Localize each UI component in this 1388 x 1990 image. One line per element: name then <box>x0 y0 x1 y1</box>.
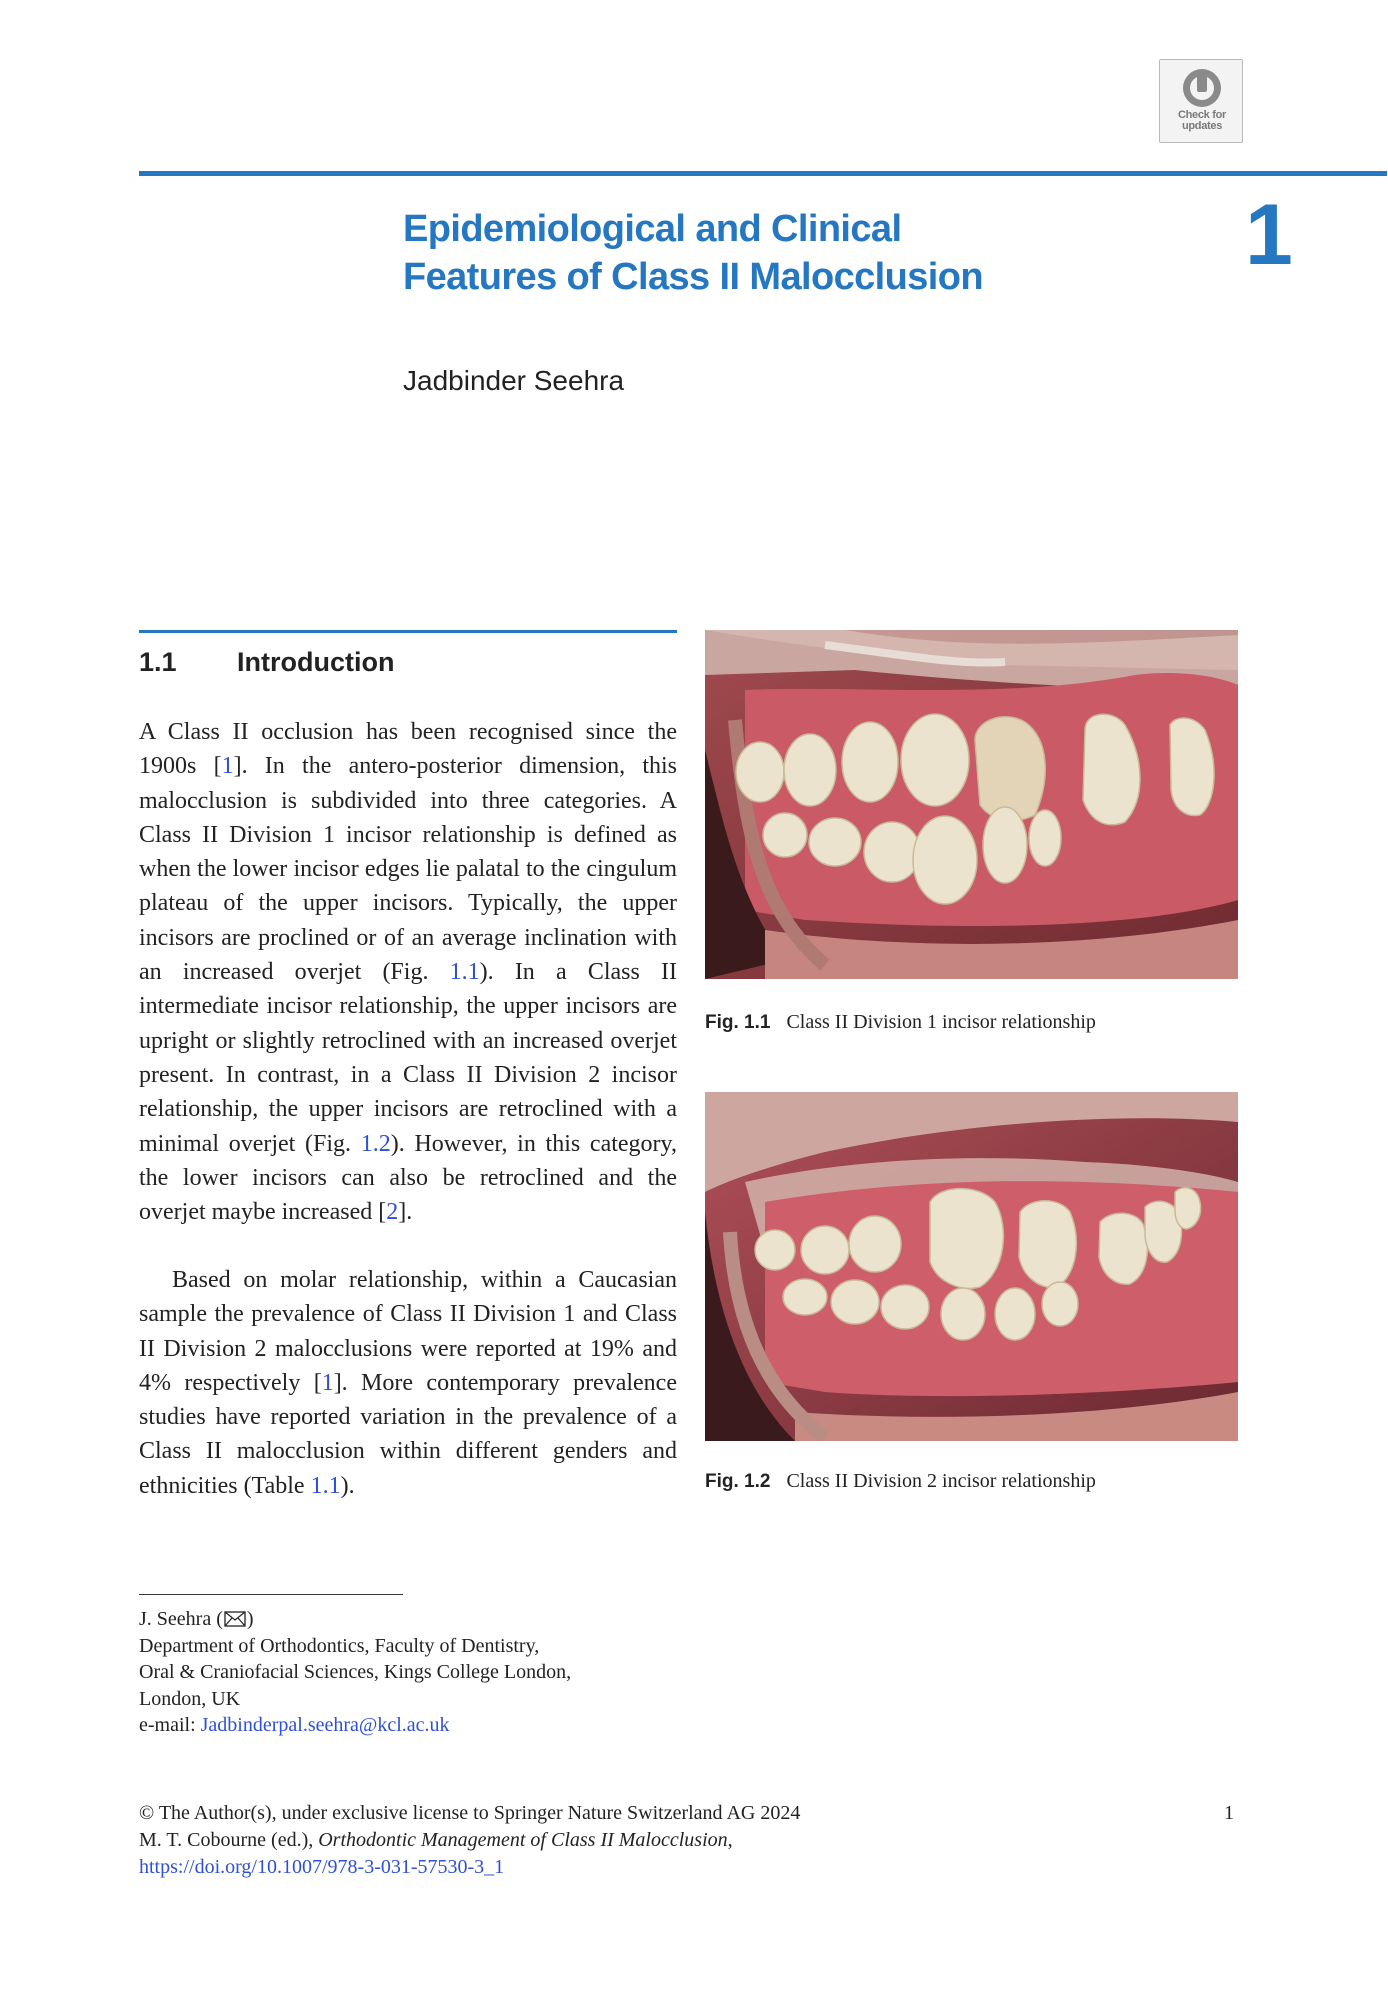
chapter-title <box>403 205 1103 301</box>
figure-caption-text: Class II Division 2 incisor relationship <box>786 1470 1096 1492</box>
footnote-rule <box>139 1594 403 1595</box>
author-affiliation-footnote <box>139 1606 699 1739</box>
book-title: Orthodontic Management of Class II Malocclusion <box>318 1829 728 1851</box>
chapter-title-line2: Features of Class II Malocclusion <box>403 256 983 298</box>
chapter-top-rule <box>139 171 1387 176</box>
table-link[interactable]: 1.1 <box>310 1472 341 1499</box>
footnote-institution: Oral & Craniofacial Sciences, Kings College London, <box>139 1661 572 1683</box>
text-run: ]. More contemporary prevalence studies have reported variation in the prevalence of a Class II malocclusion within different genders and ethnicities (Table <box>139 1369 677 1499</box>
figure-label: Fig. 1.2 <box>705 1471 771 1492</box>
footnote-location: London, UK <box>139 1687 241 1710</box>
chapter-author: Jadbinder Seehra <box>403 365 625 396</box>
page-number: 1 <box>1224 1802 1234 1824</box>
figure-caption-text: Class II Division 1 incisor relationship <box>786 1011 1096 1033</box>
text-run: ). In a Class II intermediate incisor relationship, the upper incisors are upright or slightly retroclined with an increased overjet present. In contrast, in a Class II Division 2 incisor relationship, the upper incisors are retroclined with a minimal overjet (Fig. <box>139 959 677 1157</box>
figure-1-2-caption <box>705 1468 1096 1495</box>
check-for-updates-label: Check for updates <box>1177 109 1227 132</box>
figure-1-2-photo <box>705 1092 1238 1441</box>
figure-link[interactable]: 1.2 <box>360 1130 391 1157</box>
section-rule <box>139 630 677 633</box>
editor-line: M. T. Cobourne (ed.), <box>139 1829 319 1851</box>
figure-1-1-photo <box>705 630 1238 979</box>
book-title-end: , <box>727 1829 733 1851</box>
section-heading <box>139 645 394 679</box>
citation-link[interactable]: 2 <box>386 1199 399 1226</box>
chapter-number: 1 <box>1245 187 1293 283</box>
footnote-department: Department of Orthodontics, Faculty of Dentistry, <box>139 1634 540 1657</box>
footnote-author-end: ) <box>246 1608 254 1630</box>
section-title: Introduction <box>237 647 395 677</box>
text-run: A Class II occlusion has been recognised since the 1900s [ <box>139 719 677 780</box>
envelope-icon <box>224 1611 246 1627</box>
text-run: ). However, in this category, the lower incisors can also be retroclined and the overjet maybe increased [ <box>139 1130 677 1226</box>
text-run: ]. <box>398 1199 413 1226</box>
copyright-block <box>139 1800 1039 1881</box>
citation-link[interactable]: 1 <box>321 1369 334 1396</box>
copyright-line: © The Author(s), under exclusive license to Springer Nature Switzerland AG 2024 <box>139 1802 801 1824</box>
figure-link[interactable]: 1.1 <box>449 959 480 986</box>
paragraph-2 <box>139 1263 677 1503</box>
footnote-author: J. Seehra ( <box>139 1608 223 1630</box>
citation-link[interactable]: 1 <box>221 753 234 780</box>
crossmark-icon <box>1178 66 1226 110</box>
footnote-email-label: e-mail: <box>139 1714 201 1736</box>
figure-1-1-caption <box>705 1009 1096 1036</box>
paragraph-1 <box>139 715 677 1229</box>
text-run: ]. In the antero-posterior dimension, this malocclusion is subdivided into three categories. A Class II Division 1 incisor relationship is defined as when the lower incisor edges lie palatal to the cingulum plateau of the upper incisors. Typically, the upper incisors are proclined or of an average inclination with an increased overjet (Fig. <box>139 753 677 986</box>
chapter-title-line1: Epidemiological and Clinical <box>403 208 902 250</box>
check-for-updates-badge[interactable] <box>1159 59 1243 143</box>
author-email-link[interactable]: Jadbinderpal.seehra@kcl.ac.uk <box>200 1714 450 1736</box>
text-run: ). <box>340 1472 355 1499</box>
figure-label: Fig. 1.1 <box>705 1012 771 1033</box>
doi-link[interactable]: https://doi.org/10.1007/978-3-031-57530-3_1 <box>139 1856 505 1878</box>
text-run: Based on molar relationship, within a Caucasian sample the prevalence of Class II Division 1 and Class II Division 2 malocclusions were reported at 19% and 4% respectively [ <box>139 1267 677 1396</box>
section-number: 1.1 <box>139 647 177 677</box>
